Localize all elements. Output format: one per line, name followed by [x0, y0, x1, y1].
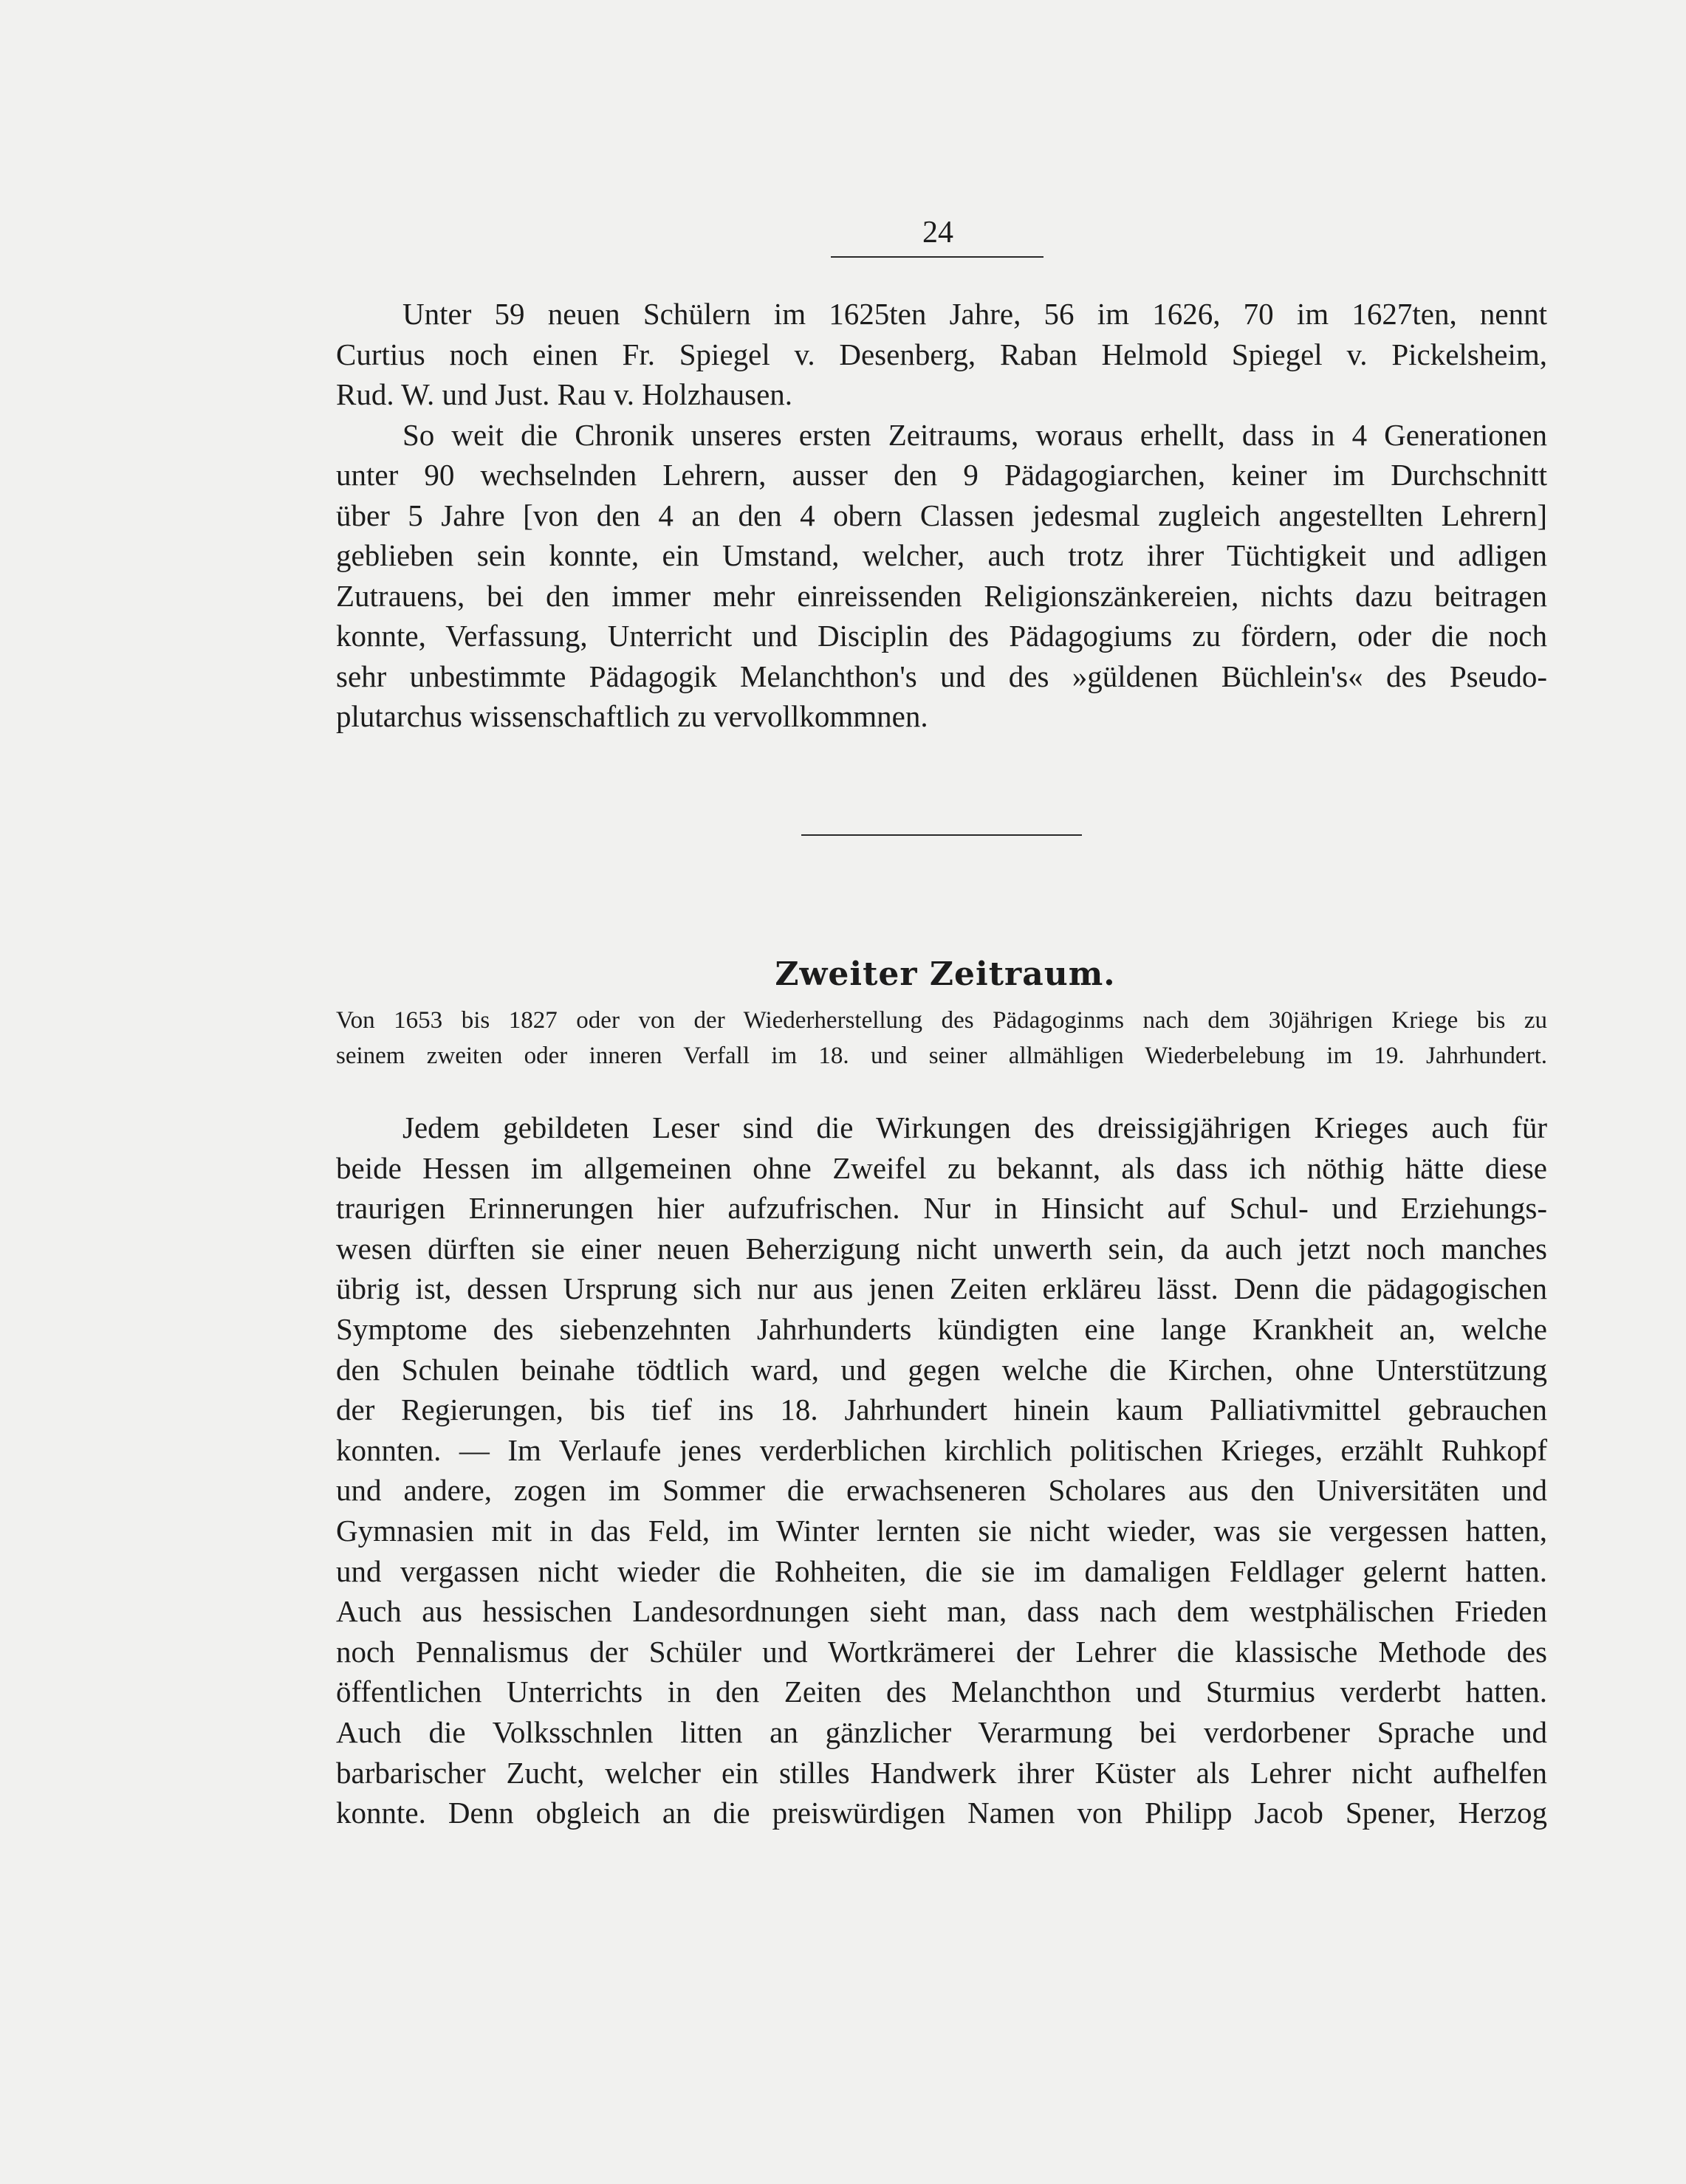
text-line: sehr unbestimmte Pädagogik Melanchthon's und des »güldenen Büchlein's« des Pseudo- — [336, 659, 1547, 693]
text-line: konnte. Denn obgleich an die preiswürdigen Namen von Philipp Jacob Spener, Herzog — [336, 1796, 1547, 1830]
text-line: barbarischer Zucht, welcher ein stilles Handwerk ihrer Küster als Lehrer nicht aufhelfen — [336, 1755, 1547, 1790]
header-rule — [831, 256, 1044, 258]
text-line: Auch die Volksschnlen litten an gänzlicher Verarmung bei verdorbener Sprache und — [336, 1714, 1547, 1749]
text-line: So weit die Chronik unseres ersten Zeitraums, woraus erhellt, dass in 4 Generationen — [402, 417, 1547, 452]
text-line: geblieben sein konnte, ein Umstand, welcher, auch trotz ihrer Tüchtigkeit und adligen — [336, 538, 1547, 572]
text-line: und andere, zogen im Sommer die erwachseneren Scholares aus den Universitäten und — [336, 1473, 1547, 1508]
text-line: konnten. — Im Verlaufe jenes verderblichen kirchlich politischen Krieges, erzählt Ruhkopf — [336, 1432, 1547, 1467]
section-body-text — [336, 1108, 1547, 1833]
section-heading: Zweiter Zeitraum. — [775, 955, 1116, 993]
text-line: und vergassen nicht wieder die Rohheiten, die sie im damaligen Feldlager gelernt hatten. — [336, 1553, 1547, 1588]
text-line: konnte, Verfassung, Unterricht und Disciplin des Pädagogiums zu fördern, oder die noch — [336, 619, 1547, 653]
text-line: beide Hessen im allgemeinen ohne Zweifel zu bekannt, als dass ich nöthig hätte diese — [336, 1150, 1547, 1185]
text-line: Gymnasien mit in das Feld, im Winter lernten sie nicht wieder, was sie vergessen hatten, — [336, 1513, 1547, 1548]
text-line: Rud. W. und Just. Rau v. Holzhausen. — [336, 377, 793, 411]
section-subtitle — [336, 1003, 1547, 1074]
section-divider — [801, 834, 1082, 836]
text-line: Auch aus hessischen Landesordnungen sieht man, dass nach dem westphälischen Frieden — [336, 1594, 1547, 1629]
page-number: 24 — [922, 216, 953, 250]
text-line: Jedem gebildeten Leser sind die Wirkungen des dreissigjährigen Krieges auch für — [402, 1110, 1547, 1144]
text-line: Unter 59 neuen Schülern im 1625ten Jahre, 56 im 1626, 70 im 1627ten, nennt — [402, 297, 1547, 331]
text-line: übrig ist, dessen Ursprung sich nur aus jenen Zeiten erkläreu lässt. Denn die pädagogischen — [336, 1271, 1547, 1306]
subtitle-line: Von 1653 bis 1827 oder von der Wiederherstellung des Pädagoginms nach dem 30jährigen Kriege bis zu — [336, 1007, 1547, 1034]
text-line: Curtius noch einen Fr. Spiegel v. Desenberg, Raban Helmold Spiegel v. Pickelsheim, — [336, 337, 1547, 371]
text-line: noch Pennalismus der Schüler und Wortkrämerei der Lehrer die klassische Methode des — [336, 1634, 1547, 1669]
text-line: der Regierungen, bis tief ins 18. Jahrhundert hinein kaum Palliativmittel gebrauchen — [336, 1393, 1547, 1427]
text-line: traurigen Erinnerungen hier aufzufrischen. Nur in Hinsicht auf Schul- und Erziehungs- — [336, 1191, 1547, 1226]
subtitle-line: seinem zweiten oder inneren Verfall im 18. und seiner allmähligen Wiederbelebung im 19. Jahrhundert. — [336, 1043, 1547, 1069]
opening-text — [336, 294, 1547, 737]
text-line: über 5 Jahre [von den 4 an den 4 obern Classen jedesmal zugleich angestellten Lehrern] — [336, 498, 1547, 532]
text-line: Symptome des siebenzehnten Jahrhunderts kündigten eine lange Krankheit an, welche — [336, 1311, 1547, 1346]
text-line: Zutrauens, bei den immer mehr einreissenden Religionszänkereien, nichts dazu beitragen — [336, 578, 1547, 613]
text-line: öffentlichen Unterrichts in den Zeiten des Melanchthon und Sturmius verderbt hatten. — [336, 1675, 1547, 1709]
text-line: plutarchus wissenschaftlich zu vervollkommnen. — [336, 699, 928, 733]
text-line: den Schulen beinahe tödtlich ward, und gegen welche die Kirchen, ohne Unterstützung — [336, 1352, 1547, 1387]
text-line: wesen dürften sie einer neuen Beherzigung nicht unwerth sein, da auch jetzt noch manches — [336, 1231, 1547, 1266]
text-line: unter 90 wechselnden Lehrern, ausser den 9 Pädagogiarchen, keiner im Durchschnitt — [336, 458, 1547, 492]
